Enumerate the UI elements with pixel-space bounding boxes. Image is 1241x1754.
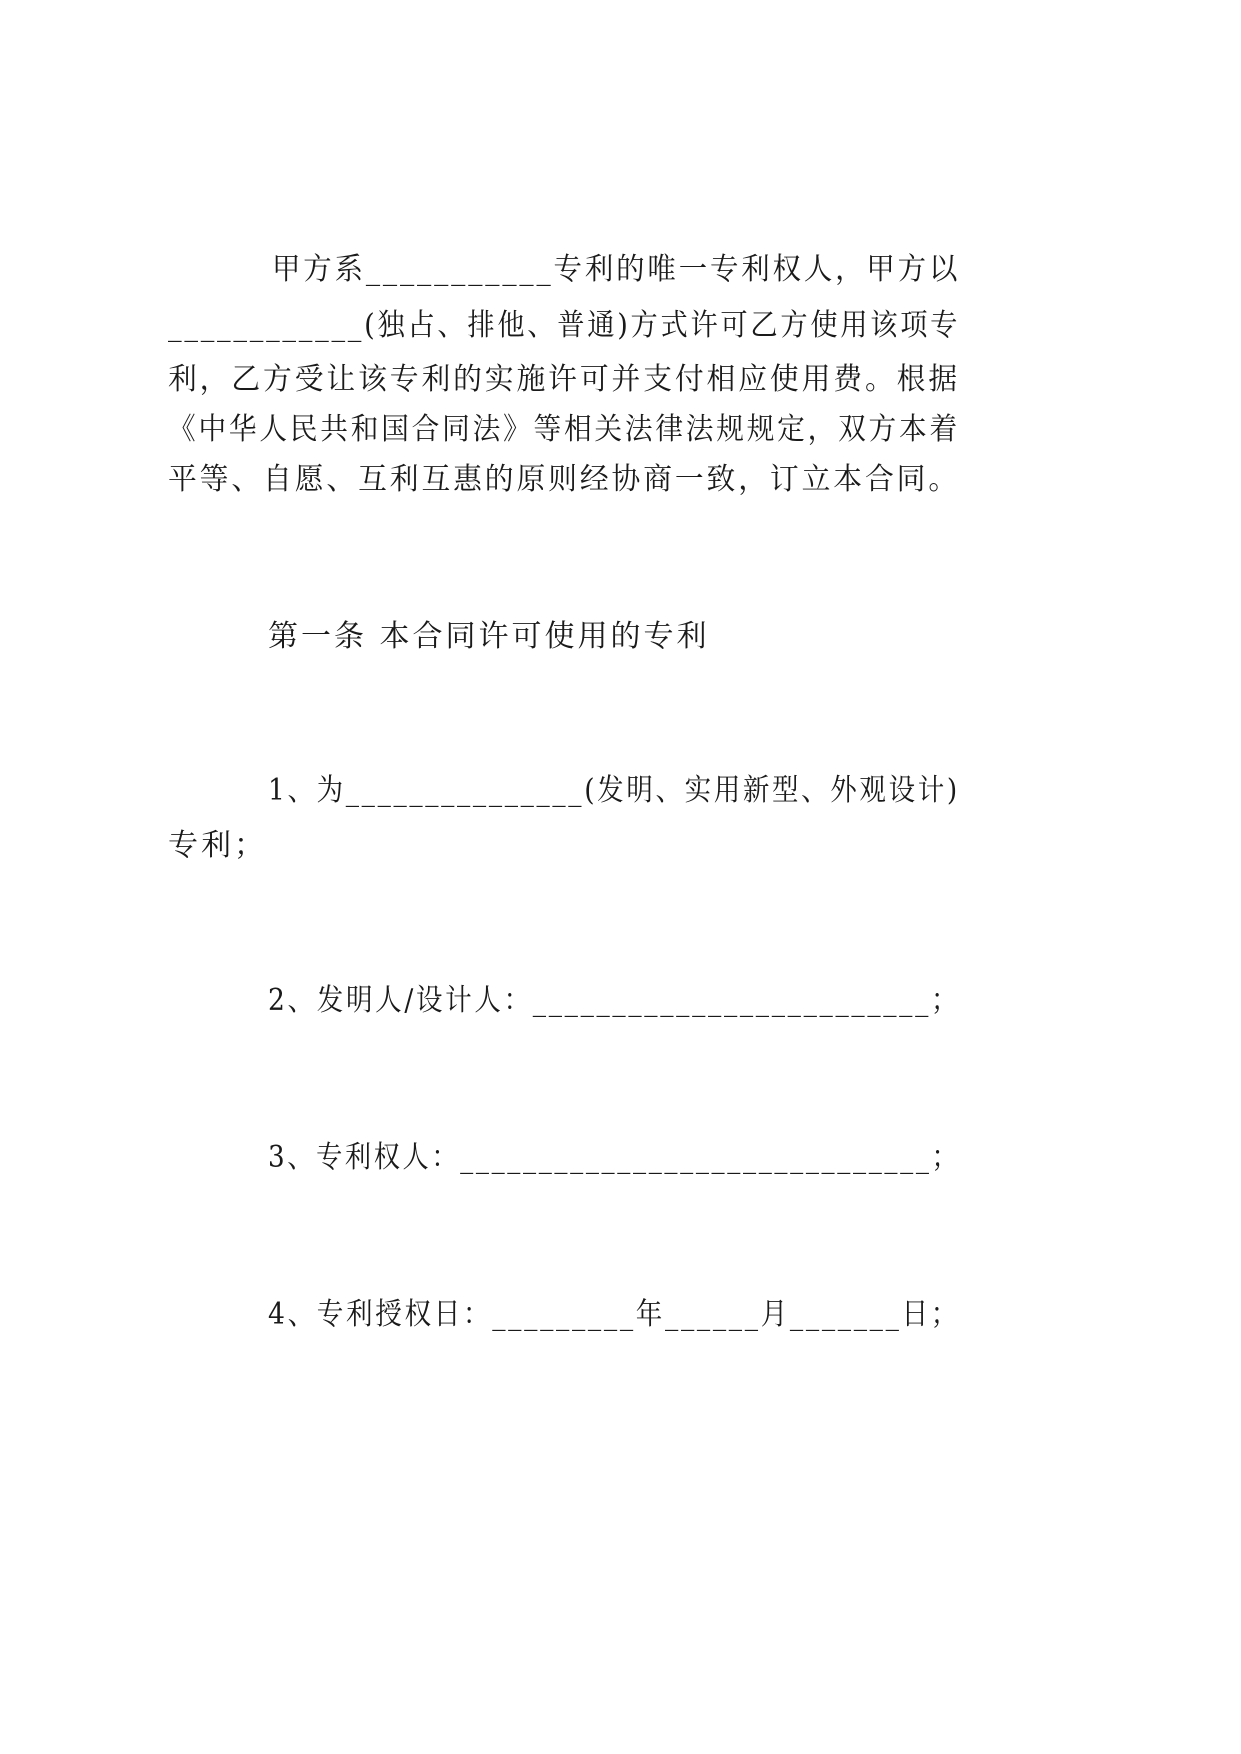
item-1-line-1: 1、为_______________(发明、实用新型、外观设计) [268, 773, 960, 808]
item-1-line-2: 专利； [168, 828, 267, 863]
preamble-line-2: ____________(独占、排他、普通)方式许可乙方使用该项专 [168, 308, 961, 343]
preamble-line-1: 甲方系___________专利的唯一专利权人，甲方以 [272, 252, 961, 287]
preamble-line-4: 《中华人民共和国合同法》等相关法律法规规定，双方本着 [168, 412, 960, 447]
item-4: 4、专利授权日：_________年______月_______日； [268, 1297, 961, 1332]
preamble-line-5: 平等、自愿、互利互惠的原则经协商一致，订立本合同。 [168, 462, 960, 497]
item-2: 2、发明人/设计人：_________________________； [268, 983, 961, 1018]
article-1-heading: 第一条 本合同许可使用的专利 [268, 619, 710, 654]
item-3: 3、专利权人：______________________________； [268, 1140, 961, 1175]
preamble-line-3: 利，乙方受让该专利的实施许可并支付相应使用费。根据 [168, 362, 960, 397]
